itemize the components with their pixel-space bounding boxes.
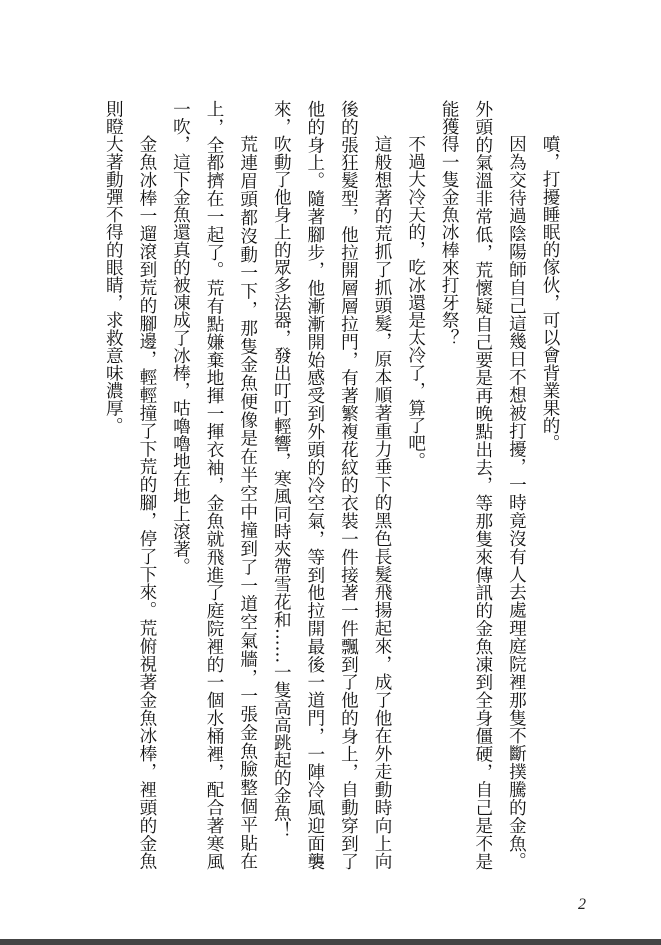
- vertical-text-body: [96, 100, 566, 870]
- page-number: 2: [578, 896, 586, 913]
- paragraph-5: 荒連眉頭都沒動一下，那隻金魚便像是在半空中撞到了一道空氣牆，一張金魚臉整個平貼在上，全都擠在一起了。荒有點嫌棄地揮一揮衣袖，金魚就飛進了庭院裡的一個水桶裡，配合著寒風一吹，這下金魚還真的被凍成了冰棒，咕嚕嚕地在地上滾著。: [170, 100, 258, 870]
- paragraph-1: 噴，打擾睡眠的傢伙，可以會背業果的。: [540, 135, 560, 452]
- paragraph-6: 金魚冰棒一遛滾到荒的腳邊，輕輕撞了下荒的腳，停了下來。荒俯視著金魚冰棒，裡頭的金魚則瞪大著動彈不得的眼睛，求救意味濃厚。: [103, 100, 157, 870]
- paragraph-4: 這般想著的荒抓了抓頭髮，原本順著重力垂下的黑色長髮飛揚起來，成了他在外走動時向上向後的張狂髮型，他拉開層層拉門，有著繁複花紋的衣裝一件接著一件飄到了他的身上，自動穿到了他的身上。隨著腳步，他漸漸開始感受到外頭的冷空氣，等到他拉開最後一道門，一陣冷風迎面襲來，吹動了他身上的眾多法器，發出叮叮輕響，寒風同時夾帶雪花和……一隻高高跳起的金魚！: [271, 100, 393, 870]
- paragraph-3: 不過大冷天的，吃冰還是太冷了，算了吧。: [405, 135, 426, 470]
- bottom-border-line: [0, 939, 661, 945]
- paragraph-2: 因為交待過陰陽師自己這幾日不想被打擾，一時竟沒有人去處理庭院裡那隻不斷撲騰的金魚。外頭的氣溫非常低，荒懷疑自己要是再晚點出去，等那隻來傳訊的金魚凍到全身僵硬，自己是不是能獲得一隻金魚冰棒來打牙祭？: [439, 100, 527, 870]
